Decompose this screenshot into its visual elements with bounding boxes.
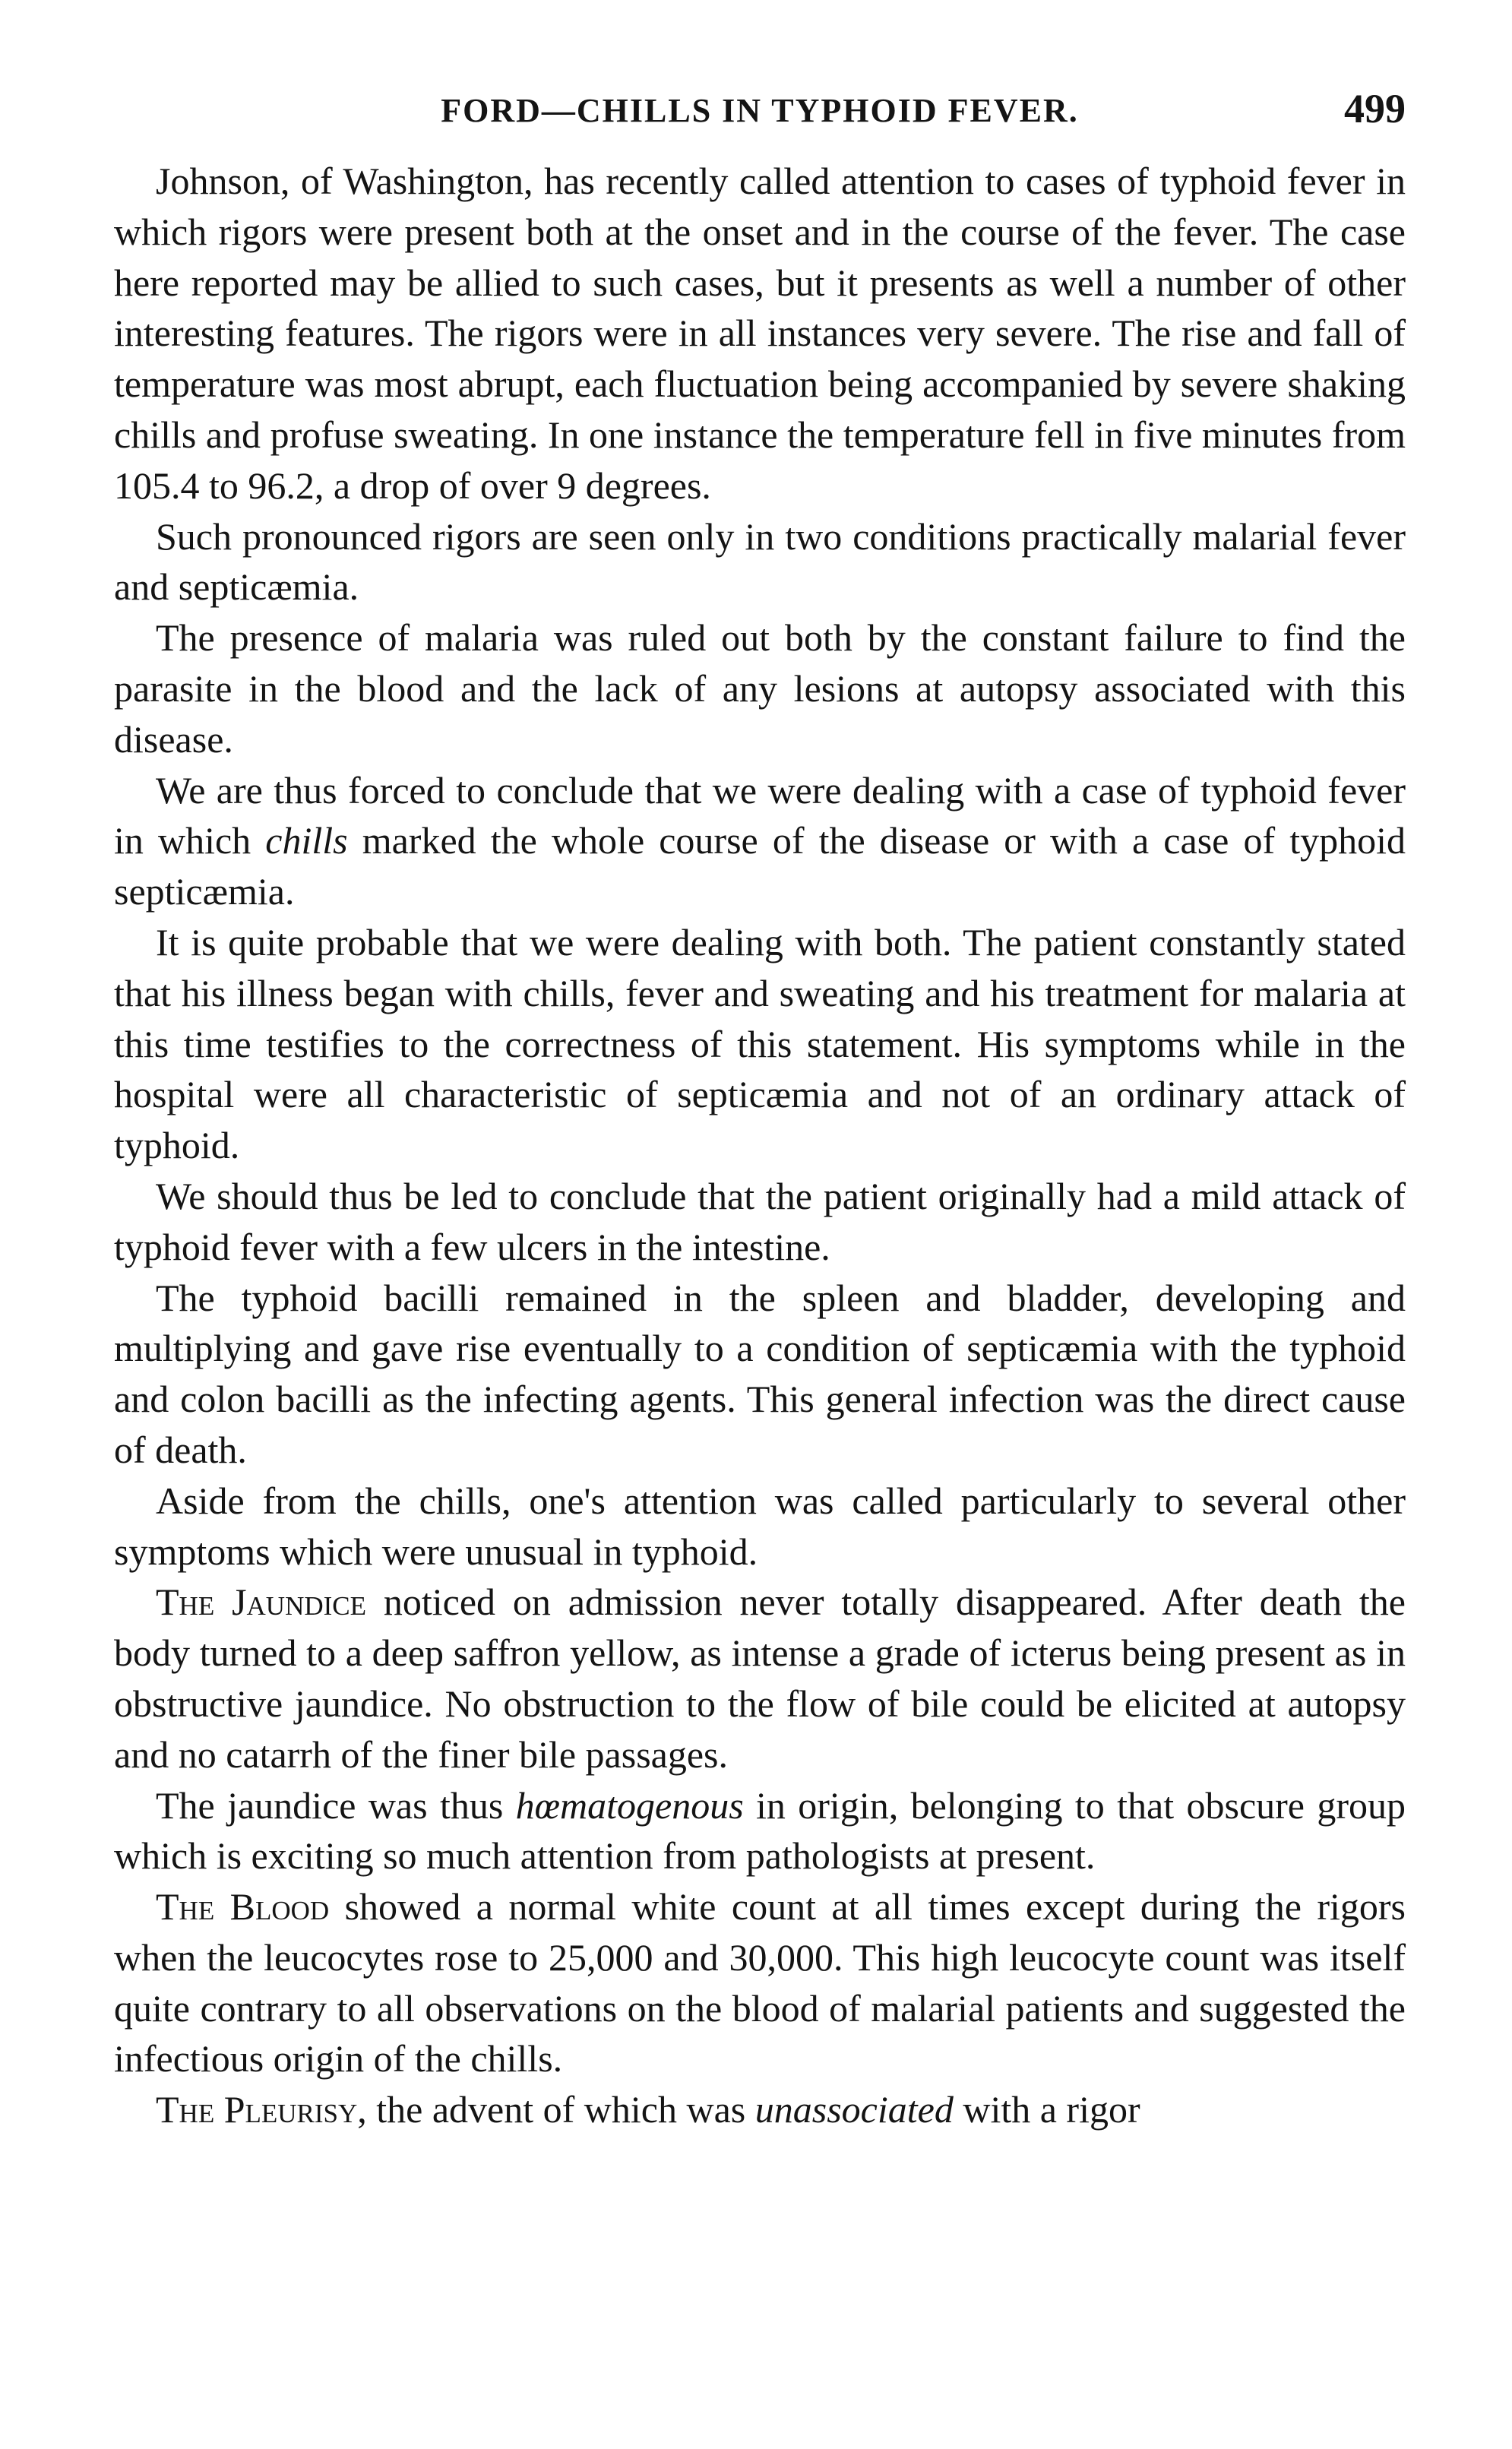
paragraph-4-italic: chills xyxy=(265,819,348,862)
paragraph-12 xyxy=(114,2084,1406,2135)
paragraph-9-text: noticed on admission never totally disappeared. After death the body turned to a deep saffron yellow, as intense a grade of icterus being present as in obstructive jaundice. No obstruction to the flow of bile could be elicited at autopsy and no catarrh of the finer bile passages. xyxy=(114,1580,1406,1776)
paragraph-10-text-b: in origin, belonging to that obscure group which is exciting so much attention from pathologists at present. xyxy=(114,1783,1406,1878)
paragraph-10 xyxy=(114,1780,1406,1882)
paragraph-11-text: showed a normal white count at all times except during the rigors when the leucocytes rose to 25,000 and 30,000. This high leucocyte count was itself quite contrary to all observations on the blood of malarial patients and suggested the infectious origin of the chills. xyxy=(114,1885,1406,2080)
paragraph-11 xyxy=(114,1881,1406,2084)
paragraph-12-text-a: the advent of which was xyxy=(366,2088,755,2131)
paragraph-12-italic: unassociated xyxy=(754,2088,954,2131)
page-header xyxy=(114,76,1406,137)
paragraph-4 xyxy=(114,765,1406,917)
running-head: FORD—CHILLS IN TYPHOID FEVER. xyxy=(441,92,1079,129)
paragraph-10-text-a: The jaundice was thus xyxy=(156,1783,516,1827)
paragraph-8: Aside from the chills, one's attention was called particularly to several other symptoms which were unusual in typhoid. xyxy=(114,1479,1406,1573)
article-body xyxy=(114,156,1406,2135)
paragraph-12-text-b: with a rigor xyxy=(953,2088,1140,2131)
section-lead-jaundice: The Jaundice xyxy=(156,1580,367,1624)
section-lead-pleurisy: The Pleurisy, xyxy=(156,2088,367,2131)
paragraph-2: Such pronounced rigors are seen only in two conditions practically malarial fever and septicæmia. xyxy=(114,514,1406,609)
paragraph-5: It is quite probable that we were dealing with both. The patient constantly stated that his illness began with chills, fever and sweating and his treatment for malaria at this time testifies to the correctness of this statement. His symptoms while in the hospital were all characteristic of septicæmia and not of an ordinary attack of typhoid. xyxy=(114,920,1406,1167)
paragraph-6: We should thus be led to conclude that the patient originally had a mild attack of typhoid fever with a few ulcers in the intestine. xyxy=(114,1174,1406,1268)
paragraph-3: The presence of malaria was ruled out both by the constant failure to find the parasite in the blood and the lack of any lesions at autopsy associated with this disease. xyxy=(114,616,1406,761)
section-lead-blood: The Blood xyxy=(156,1885,330,1929)
page-number: 499 xyxy=(1344,86,1406,131)
paragraph-10-italic: hœmatogenous xyxy=(515,1783,744,1827)
paragraph-4-text-a: We are thus forced to conclude that we were dealing with a case of typhoid fever in which xyxy=(114,768,1406,862)
paragraph-9 xyxy=(114,1577,1406,1780)
paragraph-7: The typhoid bacilli remained in the spleen and bladder, developing and multiplying and gave rise eventually to a condition of septicæmia with the typhoid and colon bacilli as the infecting agents. This general infection was the direct cause of death. xyxy=(114,1276,1406,1471)
paragraph-4-text-b: marked the whole course of the disease or with a case of typhoid septicæmia. xyxy=(114,819,1406,913)
paragraph-1: Johnson, of Washington, has recently called attention to cases of typhoid fever in which rigors were present both at the onset and in the course of the fever. The case here reported may be allied to such cases, but it presents as well a number of other interesting features. The rigors were in all instances very severe. The rise and fall of temperature was most abrupt, each fluctuation being accompanied by severe shaking chills and profuse sweating. In one instance the temperature fell in five minutes from 105.4 to 96.2, a drop of over 9 degrees. xyxy=(114,160,1406,507)
